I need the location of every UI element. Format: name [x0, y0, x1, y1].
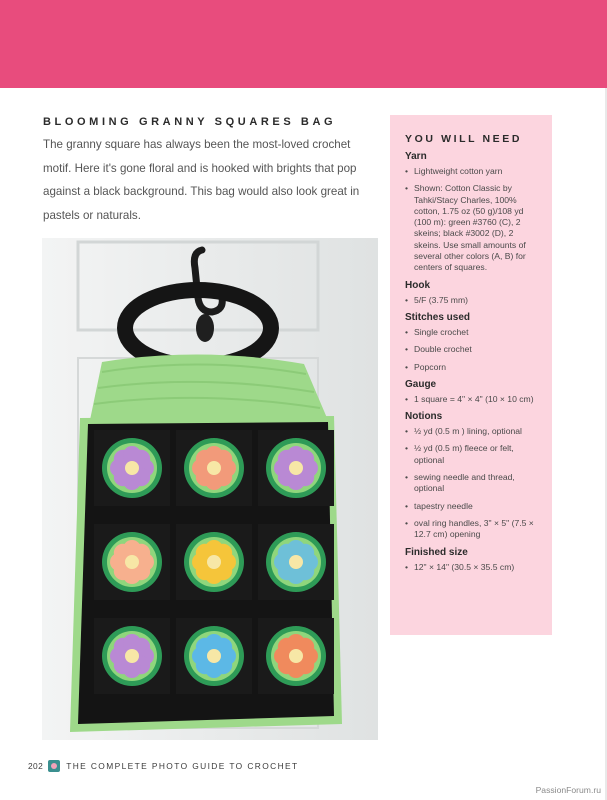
gauge-heading: Gauge — [405, 378, 437, 390]
bag-illustration — [42, 238, 378, 740]
granny-square — [94, 618, 170, 694]
intro-paragraph: The granny square has always been the most-loved crochet motif. Here it's gone floral and is hooked with brights that pop against a black background. This bag would also look great in pastels or naturals. — [43, 138, 360, 222]
bag-photo — [42, 238, 378, 740]
hook-list — [405, 295, 540, 306]
materials-sidebar — [390, 115, 552, 635]
hook-heading: Hook — [405, 279, 430, 291]
notions-heading: Notions — [405, 411, 443, 423]
list-item: • ½ yd (0.5 m) fleece or felt, optional — [405, 443, 540, 466]
top-color-band — [0, 0, 607, 88]
granny-squares — [94, 430, 334, 694]
list-item: • Single crochet — [405, 327, 540, 338]
list-item: • 1 square = 4" × 4" (10 × 10 cm) — [405, 394, 540, 405]
list-item: • Popcorn — [405, 362, 540, 373]
granny-square — [258, 524, 334, 600]
size-list — [405, 562, 540, 573]
page-title: BLOOMING GRANNY SQUARES BAG — [43, 116, 337, 128]
list-item: • Double crochet — [405, 344, 540, 355]
yarn-list — [405, 166, 540, 274]
list-item: • oval ring handles, 3" × 5" (7.5 × 12.7 cm) opening — [405, 518, 540, 541]
list-item: • 12" × 14" (30.5 × 35.5 cm) — [405, 562, 540, 573]
page-footer — [28, 759, 299, 773]
list-item: • Lightweight cotton yarn — [405, 166, 540, 177]
granny-square — [94, 430, 170, 506]
granny-square — [176, 524, 252, 600]
granny-square — [176, 430, 252, 506]
granny-square — [94, 524, 170, 600]
watermark: PassionForum.ru — [535, 785, 601, 795]
granny-square — [176, 618, 252, 694]
gauge-list — [405, 394, 540, 405]
hook-plate — [196, 314, 214, 342]
list-item: • tapestry needle — [405, 501, 540, 512]
list-item: • ½ yd (0.5 m ) lining, optional — [405, 426, 540, 437]
notions-list — [405, 426, 540, 540]
granny-square — [258, 430, 334, 506]
list-item: • sewing needle and thread, optional — [405, 472, 540, 495]
page-number: 202 — [28, 761, 44, 771]
list-item: • Shown: Cotton Classic by Tahki/Stacy Charles, 100% cotton, 1.75 oz (50 g)/108 yd (100 m): green #3760 (C), 2 skeins; black #3002 (D), 2 skeins. Use small amounts of several other colors (A, B) for centers of squares. — [405, 183, 540, 273]
stitches-list — [405, 327, 540, 373]
book-title: THE COMPLETE PHOTO GUIDE TO CROCHET — [66, 761, 299, 771]
granny-square — [258, 618, 334, 694]
yarn-heading: Yarn — [405, 151, 427, 162]
list-item: • 5/F (3.75 mm) — [405, 295, 540, 306]
size-heading: Finished size — [405, 546, 468, 558]
stitches-heading: Stitches used — [405, 311, 471, 323]
book-logo-icon — [48, 760, 60, 772]
sidebar-title: YOU WILL NEED — [405, 133, 523, 145]
